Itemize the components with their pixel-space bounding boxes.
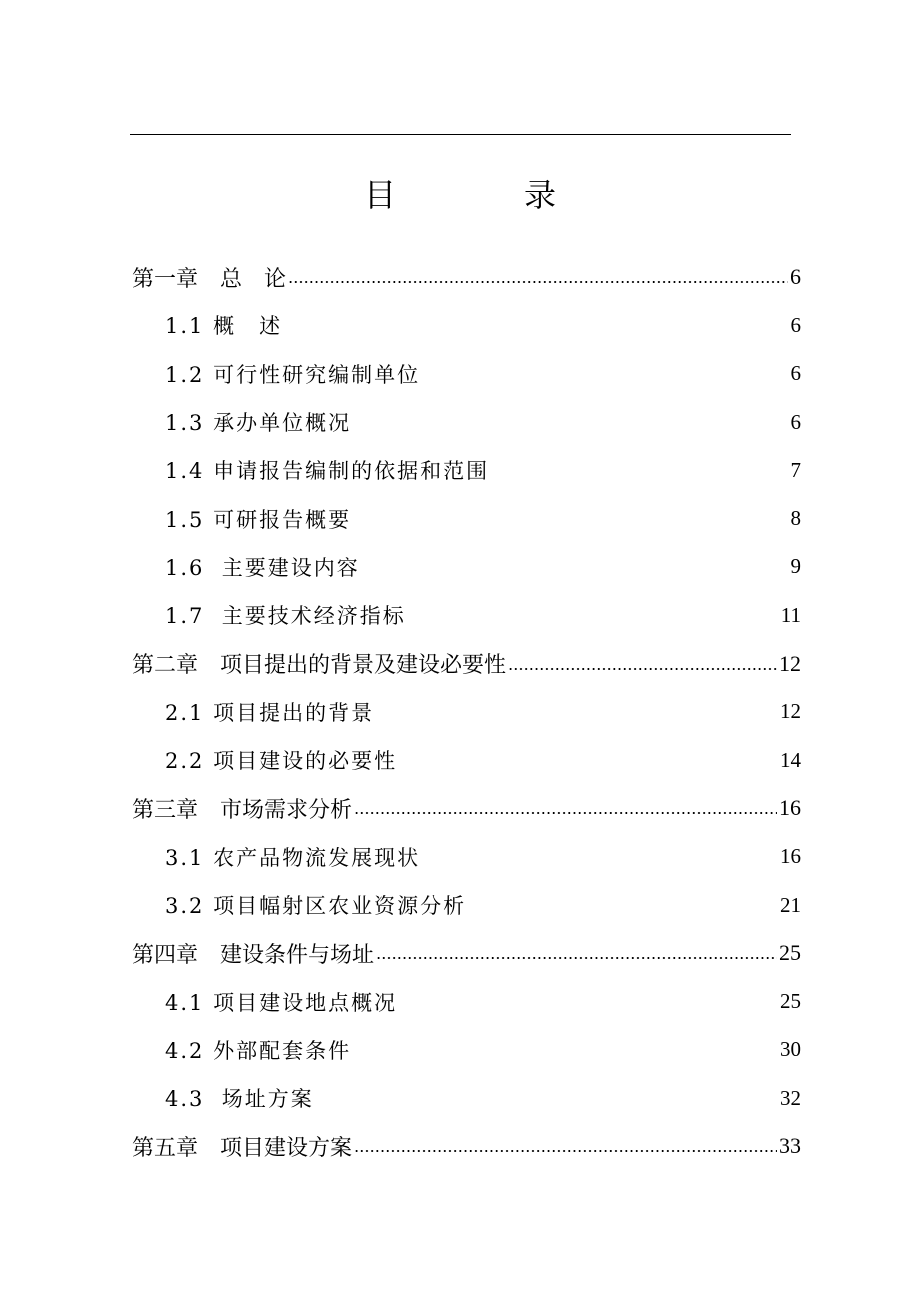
toc-dot-leader (508, 664, 777, 674)
toc-page-number: 32 (780, 1085, 801, 1110)
toc-entry-line (165, 688, 801, 736)
toc-page-number: 6 (790, 264, 801, 290)
toc-entry-label: 1.4 申请报告编制的依据和范围 (165, 459, 490, 484)
toc-entry-label: 第二章 项目提出的背景及建设必要性 (132, 653, 507, 679)
toc-entry-label: 第四章 建设条件与场址 (132, 942, 375, 968)
toc-section-entry[interactable] (0, 977, 920, 1025)
toc-page-number: 16 (779, 795, 801, 821)
toc-list (0, 253, 920, 1171)
toc-entry-label: 3.1 农产品物流发展现状 (165, 845, 421, 870)
toc-page-number: 6 (790, 312, 801, 337)
toc-section-entry[interactable] (0, 398, 920, 446)
toc-page-number: 21 (780, 892, 801, 917)
toc-page-number: 9 (790, 554, 801, 579)
toc-section-entry[interactable] (0, 301, 920, 349)
toc-page-number: 25 (780, 989, 801, 1014)
toc-page-number: 12 (780, 699, 801, 724)
toc-entry-line (132, 929, 801, 977)
toc-entry-line (165, 543, 801, 591)
toc-entry-line (165, 977, 801, 1025)
toc-entry-line (165, 833, 801, 881)
toc-chapter-entry[interactable] (0, 253, 920, 301)
toc-entry-line (132, 1122, 801, 1170)
toc-section-entry[interactable] (0, 591, 920, 639)
toc-entry-line (165, 591, 801, 639)
toc-section-entry[interactable] (0, 494, 920, 542)
toc-entry-line (165, 736, 801, 784)
toc-page-number: 7 (790, 457, 801, 482)
toc-entry-label: 第一章 总 论 (132, 266, 287, 292)
toc-entry-label: 4.2 外部配套条件 (165, 1038, 352, 1063)
toc-section-entry[interactable] (0, 736, 920, 784)
toc-title: 目 录 (363, 176, 604, 214)
toc-entry-label: 1.3 承办单位概况 (165, 411, 352, 436)
toc-page-number: 8 (790, 506, 801, 531)
toc-entry-label: 1.7 主要技术经济指标 (165, 604, 406, 629)
toc-page-number: 25 (779, 940, 801, 966)
toc-section-entry[interactable] (0, 881, 920, 929)
toc-entry-label: 1.5 可研报告概要 (165, 507, 352, 532)
toc-entry-line (165, 1026, 801, 1074)
toc-page-number: 6 (790, 409, 801, 434)
toc-entry-label: 4.3 场址方案 (165, 1087, 314, 1112)
toc-dot-leader (288, 277, 788, 287)
toc-entry-line (132, 253, 801, 301)
toc-entry-label: 2.2 项目建设的必要性 (165, 749, 398, 774)
toc-entry-label: 1.6 主要建设内容 (165, 555, 360, 580)
toc-entry-line (165, 494, 801, 542)
toc-entry-line (165, 350, 801, 398)
toc-section-entry[interactable] (0, 350, 920, 398)
toc-chapter-entry[interactable] (0, 639, 920, 687)
toc-section-entry[interactable] (0, 1074, 920, 1122)
toc-entry-line (165, 881, 801, 929)
toc-entry-label: 第三章 市场需求分析 (132, 797, 353, 823)
toc-entry-line (165, 301, 801, 349)
toc-entry-label: 2.1 项目提出的背景 (165, 700, 375, 725)
toc-page-number: 16 (780, 844, 801, 869)
toc-section-entry[interactable] (0, 833, 920, 881)
toc-entry-line (165, 446, 801, 494)
toc-entry-line (132, 639, 801, 687)
toc-dot-leader (354, 1146, 777, 1156)
toc-dot-leader (376, 953, 777, 963)
toc-section-entry[interactable] (0, 543, 920, 591)
toc-page-number: 12 (779, 650, 801, 676)
toc-page-number: 6 (790, 361, 801, 386)
header-rule (130, 134, 791, 135)
toc-entry-line (165, 398, 801, 446)
toc-page-number: 30 (780, 1037, 801, 1062)
toc-page-number: 11 (780, 602, 801, 627)
toc-entry-label: 1.1 概 述 (165, 314, 283, 339)
toc-entry-label: 1.2 可行性研究编制单位 (165, 362, 421, 387)
toc-section-entry[interactable] (0, 446, 920, 494)
toc-chapter-entry[interactable] (0, 929, 920, 977)
toc-entry-line (132, 784, 801, 832)
toc-dot-leader (354, 808, 777, 818)
toc-section-entry[interactable] (0, 1026, 920, 1074)
toc-chapter-entry[interactable] (0, 1122, 920, 1170)
toc-page-number: 33 (779, 1133, 801, 1159)
toc-section-entry[interactable] (0, 688, 920, 736)
toc-page-number: 14 (780, 747, 801, 772)
toc-entry-line (165, 1074, 801, 1122)
toc-entry-label: 第五章 项目建设方案 (132, 1135, 353, 1161)
toc-entry-label: 4.1 项目建设地点概况 (165, 990, 398, 1015)
toc-chapter-entry[interactable] (0, 784, 920, 832)
toc-entry-label: 3.2 项目幅射区农业资源分析 (165, 894, 467, 918)
